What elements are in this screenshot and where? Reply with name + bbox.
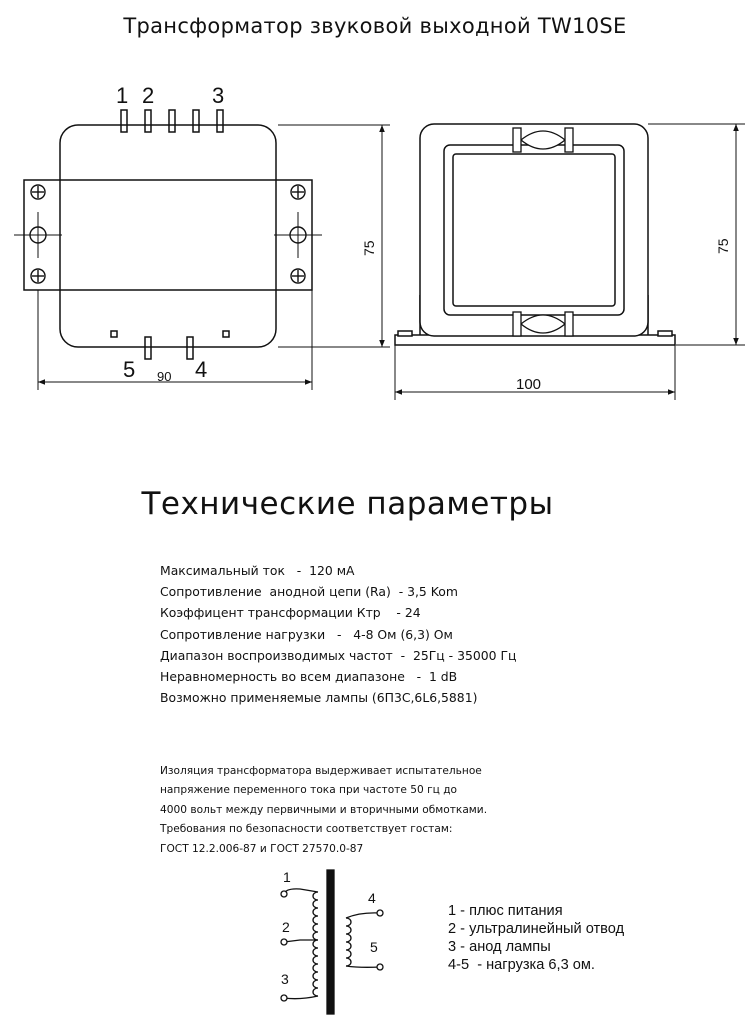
param-line: Максимальный ток - 120 мА xyxy=(160,563,355,578)
pin-label-2: 2 xyxy=(142,83,155,108)
note-line: Требования по безопасности соответствует гостам: xyxy=(160,823,453,836)
pin-label-3: 3 xyxy=(212,83,225,108)
pin-label-5: 5 xyxy=(123,357,136,382)
param-line: Коэффицент трансформации Ктр - 24 xyxy=(160,605,421,621)
parameters-list xyxy=(160,560,516,708)
legend-item: 4-5 - нагрузка 6,3 ом. xyxy=(448,957,595,973)
schematic-terminal-3: 3 xyxy=(281,971,289,987)
pin-label-1: 1 xyxy=(116,83,129,108)
side-height-dimension: 75 xyxy=(715,238,731,254)
note-line: ГОСТ 12.2.006-87 и ГОСТ 27570.0-87 xyxy=(160,842,364,855)
schematic-core xyxy=(327,870,334,1014)
param-line: Диапазон воспроизводимых частот - 25Гц - 35000 Гц xyxy=(160,647,517,663)
note-line: Изоляция трансформатора выдерживает испытательное xyxy=(160,765,482,777)
page-title: Трансформатор звуковой выходной TW10SE xyxy=(123,14,627,38)
note-line: напряжение переменного тока при частоте 50 гц до xyxy=(160,784,458,797)
section-title: Технические параметры xyxy=(141,486,554,522)
insulation-note xyxy=(160,762,487,859)
param-line: Возможно применяемые лампы (6П3С,6L6,5881) xyxy=(160,690,478,706)
legend-item: 1 - плюс питания xyxy=(448,903,563,919)
side-view xyxy=(395,124,675,345)
front-height-dimension: 75 xyxy=(361,240,377,256)
param-line: Сопротивление нагрузки - 4-8 Ом (6,3) Ом xyxy=(160,626,453,642)
depth-dimension: 100 xyxy=(516,376,542,393)
note-line: 4000 вольт между первичными и вторичными обмотками. xyxy=(160,803,488,816)
schematic-terminal-5: 5 xyxy=(370,939,378,955)
front-bracket xyxy=(24,180,312,290)
schematic-legend xyxy=(448,902,624,974)
param-line: Сопротивление анодной цепи (Ra) - 3,5 Kom xyxy=(160,584,458,600)
pin-label-4: 4 xyxy=(195,357,208,382)
legend-item: 3 - анод лампы xyxy=(448,939,551,955)
width-dimension: 90 xyxy=(157,369,172,384)
legend-item: 2 - ультралинейный отвод xyxy=(448,921,625,937)
schematic-terminal-2: 2 xyxy=(282,919,290,935)
schematic-terminal-4: 4 xyxy=(368,890,376,906)
front-view xyxy=(24,110,312,359)
param-line: Неравномерность во всем диапазоне - 1 dB xyxy=(160,669,458,685)
schematic-terminal-1: 1 xyxy=(283,869,291,885)
